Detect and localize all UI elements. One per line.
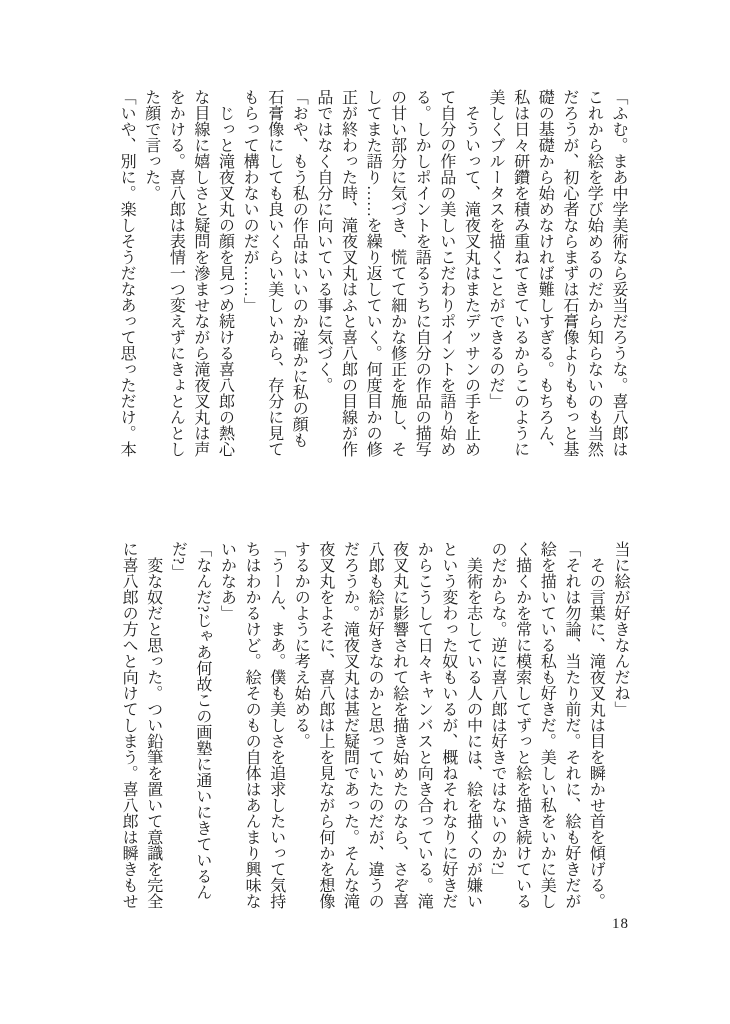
- paragraph: 変な奴だと思った。つい鉛筆を置いて意識を完全に喜八郎の方へと向けてしまう。喜八郎は瞬きもせ: [120, 541, 162, 909]
- paragraph: 当に絵が好きなんだね」: [612, 541, 629, 717]
- paragraph: 「なんだ?じゃあ何故この画塾に通いにきているんだ?」: [169, 541, 211, 901]
- text-block-bottom: [116, 541, 632, 913]
- paragraph: 「それは勿論、当たり前だ。それに、絵も好きだが絵を描いている私も好きだ。美しい私をいかに美しく描くかを常に模索してずっと絵を描き続けているのだからな。逆に喜八郎は好きではないのか?」: [489, 541, 580, 909]
- text-block-top: [114, 89, 630, 461]
- paragraph: 美術を志している人の中には、絵を描くのが嫌いという変わった奴もいるが、概ねそれなりに好きだからこうして日々キャンバスと向き合っている。滝夜叉丸に影響されて絵を描き始めたのなら、さぞ喜八郎も絵が好きなのかと思っていたのだが、違うのだろうか。滝夜叉丸は甚だ疑問であった。そんな滝夜叉丸をよそに、喜八郎は上を見ながら何かを想像するかのように考え始める。: [292, 541, 482, 909]
- paragraph: その言葉に、滝夜叉丸は目を瞬かせ首を傾げる。: [587, 541, 605, 909]
- paragraph: 「いや、別に。楽しそうだなあって思っただけ。本: [118, 89, 136, 457]
- paragraph: じっと滝夜叉丸の顔を見つめ続ける喜八郎の熱心な目線に嬉しさと疑問を滲ませながら滝夜叉丸は声をかける。喜八郎は表情一つ変えずにきょとんとした顔で言った。: [142, 89, 234, 457]
- paragraph: そういって、滝夜叉丸はまたデッサンの手を止めて自分の作品の美しいこだわりポイントを語り始める。しかしポイントを語るうちに自分の作品の描写の甘い部分に気づき、慌てて細かな修正を施し、そしてまた語り……を繰り返していく。何度目かの修正が終わった時、滝夜叉丸はふと喜八郎の目線が作品ではなく自分に向いている事に気づく。: [314, 89, 480, 457]
- paragraph: 「うーん、まあ。僕も美しさを追求したいって気持ちはわかるけど。絵そのもの自体はあんまり興味ないかなあ」: [218, 541, 285, 909]
- page-number: 18: [612, 916, 629, 932]
- paragraph: 「おや、もう私の作品はいいのか?確かに私の顔も石膏像にしても良いくらい美しいから、存分に見てもらって構わないのだが……」: [241, 89, 308, 457]
- paragraph: 「ふむ。まあ中学美術なら妥当だろうな。喜八郎はこれから絵を学び始めるのだから知らないのも当然だろうが、初心者ならまずは石膏像よりももっと基礎の基礎から始めなければ難しすぎる。もちろん、私は日々研鑽を積み重ねてきているからこのように美しくブルータスを描くことができるのだ」: [487, 89, 627, 457]
